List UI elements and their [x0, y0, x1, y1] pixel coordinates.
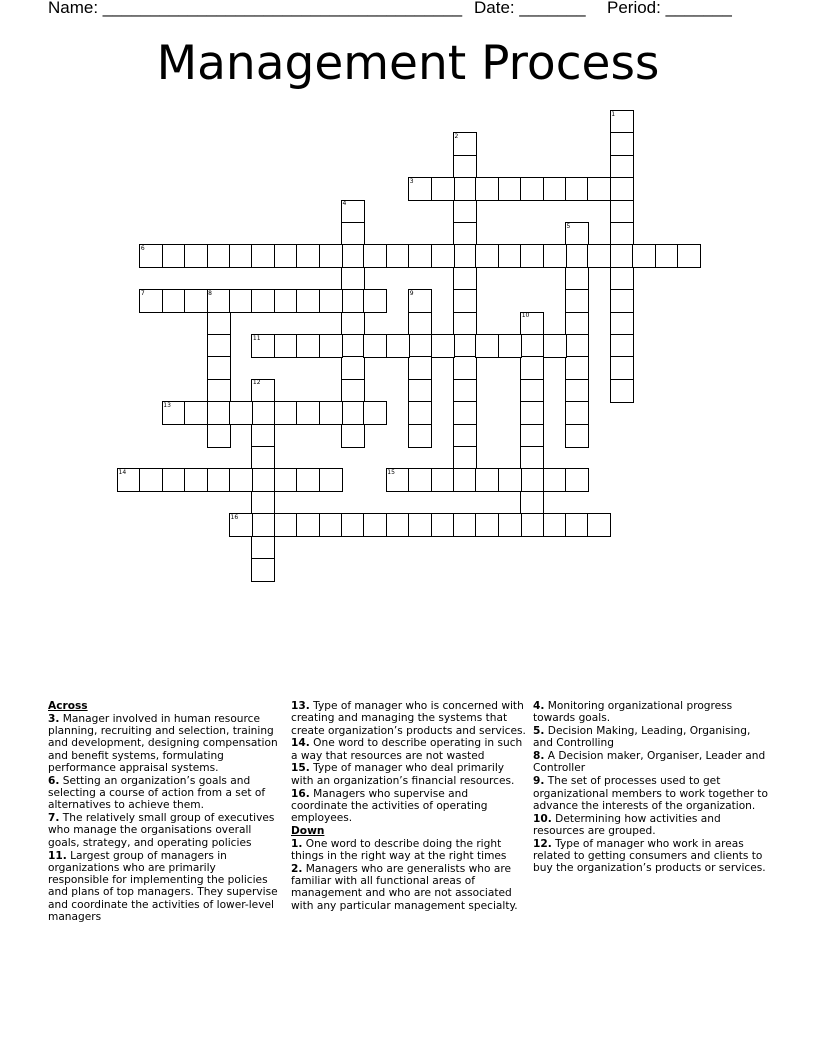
- grid-cell[interactable]: [565, 267, 589, 291]
- grid-cell[interactable]: [565, 468, 589, 492]
- clue-text: The relatively small group of executives who manage the organisations overall goals, strategy, and operating policies: [48, 812, 275, 849]
- grid-cell[interactable]: [431, 244, 455, 268]
- grid-cell[interactable]: [251, 244, 275, 268]
- clue-text: Managers who supervise and coordinate the activities of operating employees.: [291, 787, 488, 825]
- grid-cell[interactable]: [408, 334, 432, 358]
- clues-column-3: [533, 700, 768, 875]
- clue-text: Largest group of managers in organizations who are primarily responsible for implementing the policies and plans of top managers. They supervise and coordinate the activities of lower-level managers: [48, 849, 278, 924]
- clue-number: 6.: [48, 774, 60, 787]
- clue-text: Decision Making, Leading, Organising, and Controlling: [533, 725, 751, 750]
- grid-cell[interactable]: [207, 468, 231, 492]
- grid-cell[interactable]: [408, 379, 432, 403]
- grid-cell[interactable]: [184, 468, 208, 492]
- clue-text: Setting an organization’s goals and selecting a course of action from a set of alternatives to achieve them.: [48, 774, 266, 812]
- grid-cell[interactable]: [274, 513, 298, 537]
- grid-cell[interactable]: [453, 244, 477, 268]
- grid-cell[interactable]: [431, 513, 455, 537]
- clue-across-13: [291, 700, 526, 737]
- grid-cell[interactable]: [207, 244, 231, 268]
- grid-cell[interactable]: [229, 401, 253, 425]
- grid-cell[interactable]: [319, 244, 343, 268]
- clue-number: 16.: [291, 787, 310, 800]
- clue-down-4: [533, 700, 768, 725]
- grid-cell[interactable]: [610, 155, 634, 179]
- grid-cell[interactable]: [431, 177, 455, 201]
- grid-cell[interactable]: [274, 334, 298, 358]
- grid-cell[interactable]: [341, 312, 365, 336]
- clue-across-16: [291, 788, 526, 825]
- grid-cell[interactable]: [587, 244, 611, 268]
- grid-cell[interactable]: [341, 244, 365, 268]
- grid-cell[interactable]: [408, 468, 432, 492]
- grid-cell[interactable]: [453, 401, 477, 425]
- grid-cell[interactable]: [319, 334, 343, 358]
- grid-cell[interactable]: [319, 401, 343, 425]
- grid-cell[interactable]: [229, 244, 253, 268]
- grid-cell[interactable]: [565, 334, 589, 358]
- clue-text: Type of manager who deal primarily with an organization’s financial resources.: [291, 762, 515, 787]
- grid-cell[interactable]: [565, 401, 589, 425]
- grid-cell[interactable]: [386, 513, 410, 537]
- grid-cell[interactable]: [543, 177, 567, 201]
- grid-cell[interactable]: [229, 468, 253, 492]
- grid-cell[interactable]: [520, 491, 544, 515]
- grid-cell[interactable]: [543, 334, 567, 358]
- clue-across-14: [291, 737, 526, 762]
- clues-column-2: [291, 700, 526, 913]
- grid-cell[interactable]: [610, 132, 634, 156]
- grid-cell[interactable]: [543, 513, 567, 537]
- grid-cell[interactable]: [274, 468, 298, 492]
- grid-cell[interactable]: [341, 267, 365, 291]
- down-heading: Down: [291, 824, 325, 837]
- grid-cell[interactable]: [363, 289, 387, 313]
- grid-cell[interactable]: [610, 289, 634, 313]
- grid-cell[interactable]: [408, 424, 432, 448]
- grid-cell[interactable]: [251, 536, 275, 560]
- grid-cell[interactable]: [565, 289, 589, 313]
- grid-cell[interactable]: [363, 334, 387, 358]
- grid-cell[interactable]: [207, 424, 231, 448]
- grid-cell[interactable]: [453, 334, 477, 358]
- grid-cell[interactable]: [498, 177, 522, 201]
- grid-cell[interactable]: [296, 289, 320, 313]
- grid-cell[interactable]: [520, 356, 544, 380]
- page-title: Management Process: [156, 36, 660, 91]
- cell-number: 7: [140, 289, 145, 297]
- date-field[interactable]: Date: _______: [474, 0, 586, 17]
- clue-number: 1.: [291, 837, 303, 850]
- grid-cell[interactable]: [408, 401, 432, 425]
- grid-cell[interactable]: [251, 446, 275, 470]
- cell-number: 3: [409, 177, 414, 185]
- grid-cell[interactable]: [251, 513, 275, 537]
- clue-number: 2.: [291, 862, 303, 875]
- period-field[interactable]: Period: _______: [607, 0, 732, 17]
- grid-cell[interactable]: [207, 401, 231, 425]
- clue-down-1: [291, 838, 526, 863]
- grid-cell[interactable]: [475, 334, 499, 358]
- clue-across-6: [48, 775, 278, 812]
- grid-cell[interactable]: [341, 424, 365, 448]
- clue-across-7: [48, 812, 278, 849]
- across-heading: Across: [48, 700, 88, 712]
- grid-cell[interactable]: [184, 289, 208, 313]
- grid-cell[interactable]: [453, 446, 477, 470]
- grid-cell[interactable]: [453, 177, 477, 201]
- grid-cell[interactable]: [475, 177, 499, 201]
- clue-number: 15.: [291, 762, 310, 775]
- grid-cell[interactable]: [431, 468, 455, 492]
- grid-cell[interactable]: [610, 379, 634, 403]
- grid-cell[interactable]: [274, 289, 298, 313]
- grid-cell[interactable]: [296, 401, 320, 425]
- grid-cell[interactable]: [341, 401, 365, 425]
- grid-cell[interactable]: [274, 244, 298, 268]
- grid-cell[interactable]: [498, 513, 522, 537]
- grid-cell[interactable]: [520, 468, 544, 492]
- grid-cell[interactable]: [520, 401, 544, 425]
- grid-cell[interactable]: [341, 356, 365, 380]
- grid-cell[interactable]: [184, 244, 208, 268]
- grid-cell[interactable]: [408, 356, 432, 380]
- clue-number: 11.: [48, 849, 67, 862]
- cell-number: 11: [252, 334, 261, 342]
- grid-cell[interactable]: [565, 379, 589, 403]
- clue-down-5: [533, 725, 768, 750]
- grid-cell[interactable]: [565, 177, 589, 201]
- grid-cell[interactable]: [498, 468, 522, 492]
- grid-cell[interactable]: [251, 468, 275, 492]
- grid-cell[interactable]: [453, 356, 477, 380]
- grid-cell[interactable]: [251, 491, 275, 515]
- clue-text: Type of manager who work in areas related to getting consumers and clients to buy the organization’s products or services.: [533, 837, 766, 875]
- grid-cell[interactable]: [408, 244, 432, 268]
- grid-cell[interactable]: [610, 312, 634, 336]
- grid-cell[interactable]: [296, 513, 320, 537]
- name-field[interactable]: Name: ______________________________________: [48, 0, 463, 17]
- grid-cell[interactable]: [251, 558, 275, 582]
- cell-number: 4: [342, 200, 347, 208]
- grid-cell[interactable]: [565, 312, 589, 336]
- clue-text: One word to describe operating in such a way that resources are not wasted: [291, 737, 523, 762]
- clue-number: 3.: [48, 712, 60, 725]
- clue-text: Managers who are generalists who are familiar with all functional areas of management and who are not associated with any particular management specialty.: [291, 862, 518, 912]
- clue-number: 13.: [291, 700, 310, 712]
- grid-cell[interactable]: [655, 244, 679, 268]
- cell-number: 15: [387, 468, 395, 476]
- grid-cell[interactable]: [162, 468, 186, 492]
- clue-text: The set of processes used to get organizational members to work together to advance the interests of the organization.: [533, 775, 768, 812]
- grid-cell[interactable]: [565, 356, 589, 380]
- grid-cell[interactable]: [543, 468, 567, 492]
- grid-cell[interactable]: [520, 424, 544, 448]
- clues-column-1: [48, 700, 278, 924]
- cell-number: 13: [163, 401, 171, 409]
- grid-cell[interactable]: [296, 244, 320, 268]
- clue-number: 9.: [533, 775, 545, 788]
- grid-cell[interactable]: [610, 200, 634, 224]
- grid-cell[interactable]: [207, 312, 231, 336]
- clue-down-12: [533, 838, 768, 875]
- grid-cell[interactable]: [408, 312, 432, 336]
- cell-number: 8: [208, 289, 212, 297]
- grid-cell[interactable]: [453, 200, 477, 224]
- grid-cell[interactable]: [207, 334, 231, 358]
- grid-cell[interactable]: [475, 468, 499, 492]
- cell-number: 10: [521, 312, 530, 320]
- clue-across-3: [48, 713, 278, 774]
- cell-number: 12: [252, 379, 261, 387]
- grid-cell[interactable]: [251, 424, 275, 448]
- grid-cell[interactable]: [274, 401, 298, 425]
- grid-cell[interactable]: [453, 267, 477, 291]
- grid-cell[interactable]: [475, 513, 499, 537]
- clue-number: 12.: [533, 837, 552, 850]
- grid-cell[interactable]: [587, 513, 611, 537]
- clue-text: Determining how activities and resources are grouped.: [533, 812, 721, 837]
- grid-cell[interactable]: [453, 312, 477, 336]
- grid-cell[interactable]: [453, 222, 477, 246]
- clue-text: A Decision maker, Organiser, Leader and Controller: [533, 750, 766, 775]
- cell-number: 9: [409, 289, 414, 297]
- grid-cell[interactable]: [341, 222, 365, 246]
- grid-cell[interactable]: [341, 379, 365, 403]
- clue-across-11: [48, 850, 278, 924]
- grid-cell[interactable]: [363, 244, 387, 268]
- grid-cell[interactable]: [632, 244, 656, 268]
- grid-cell[interactable]: [453, 424, 477, 448]
- grid-cell[interactable]: [565, 424, 589, 448]
- clue-across-15: [291, 762, 526, 787]
- grid-cell[interactable]: [139, 468, 163, 492]
- grid-cell[interactable]: [610, 244, 634, 268]
- grid-cell[interactable]: [207, 356, 231, 380]
- grid-cell[interactable]: [565, 244, 589, 268]
- grid-cell[interactable]: [319, 513, 343, 537]
- grid-cell[interactable]: [341, 289, 365, 313]
- grid-cell[interactable]: [520, 379, 544, 403]
- grid-cell[interactable]: [363, 513, 387, 537]
- grid-cell[interactable]: [296, 334, 320, 358]
- clue-down-8: [533, 750, 768, 775]
- clue-number: 4.: [533, 700, 545, 712]
- grid-cell[interactable]: [475, 244, 499, 268]
- grid-cell[interactable]: [520, 334, 544, 358]
- grid-cell[interactable]: [341, 513, 365, 537]
- clue-text: Manager involved in human resource planning, recruiting and selection, training and development, designing compensation and benefit systems, formulating performance appraisal systems.: [48, 712, 278, 774]
- grid-cell[interactable]: [251, 401, 275, 425]
- clue-text: Type of manager who is concerned with creating and managing the systems that create organization’s products and services.: [291, 700, 526, 737]
- grid-cell[interactable]: [162, 289, 186, 313]
- grid-cell[interactable]: [207, 379, 231, 403]
- grid-cell[interactable]: [431, 334, 455, 358]
- grid-cell[interactable]: [543, 244, 567, 268]
- clue-number: 10.: [533, 812, 552, 825]
- grid-cell[interactable]: [610, 334, 634, 358]
- clue-number: 5.: [533, 725, 545, 738]
- grid-cell[interactable]: [408, 513, 432, 537]
- grid-cell[interactable]: [229, 289, 253, 313]
- grid-cell[interactable]: [520, 244, 544, 268]
- grid-cell[interactable]: [498, 244, 522, 268]
- cell-number: 2: [454, 132, 459, 140]
- grid-cell[interactable]: [453, 468, 477, 492]
- grid-cell[interactable]: [610, 267, 634, 291]
- grid-cell[interactable]: [341, 334, 365, 358]
- grid-cell[interactable]: [363, 401, 387, 425]
- clue-number: 14.: [291, 737, 310, 750]
- grid-cell[interactable]: [520, 446, 544, 470]
- grid-cell[interactable]: [386, 244, 410, 268]
- grid-cell[interactable]: [610, 222, 634, 246]
- clue-number: 7.: [48, 812, 60, 825]
- cell-number: 6: [140, 244, 145, 252]
- grid-cell[interactable]: [498, 334, 522, 358]
- clue-down-10: [533, 813, 768, 838]
- grid-cell[interactable]: [319, 468, 343, 492]
- cell-number: 16: [230, 513, 239, 521]
- grid-cell[interactable]: [587, 177, 611, 201]
- clue-text: One word to describe doing the right things in the right way at the right times: [291, 837, 507, 863]
- grid-cell[interactable]: [453, 513, 477, 537]
- grid-cell[interactable]: [677, 244, 701, 268]
- clue-down-9: [533, 775, 768, 812]
- grid-cell[interactable]: [319, 289, 343, 313]
- grid-cell[interactable]: [610, 356, 634, 380]
- grid-cell[interactable]: [565, 513, 589, 537]
- grid-cell[interactable]: [184, 401, 208, 425]
- grid-cell[interactable]: [453, 289, 477, 313]
- clue-text: Monitoring organizational progress towards goals.: [533, 700, 733, 725]
- grid-cell[interactable]: [453, 379, 477, 403]
- grid-cell[interactable]: [162, 244, 186, 268]
- grid-cell[interactable]: [251, 289, 275, 313]
- grid-cell[interactable]: [610, 177, 634, 201]
- cell-number: 1: [611, 110, 616, 118]
- clue-number: 8.: [533, 750, 545, 763]
- grid-cell[interactable]: [520, 513, 544, 537]
- grid-cell[interactable]: [296, 468, 320, 492]
- grid-cell[interactable]: [453, 155, 477, 179]
- grid-cell[interactable]: [520, 177, 544, 201]
- grid-cell[interactable]: [386, 334, 410, 358]
- cell-number: 14: [118, 468, 127, 476]
- cell-number: 5: [566, 222, 571, 230]
- clue-down-2: [291, 863, 526, 912]
